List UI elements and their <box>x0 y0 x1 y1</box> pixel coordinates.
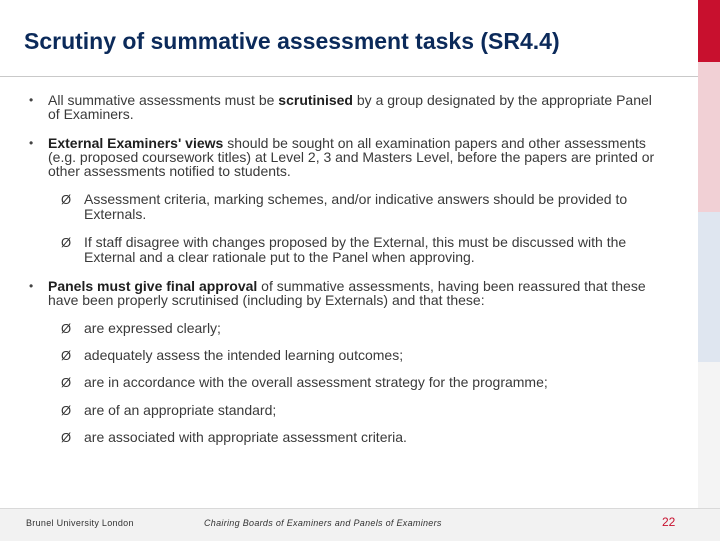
arrow-bullet-icon: Ø <box>61 348 72 363</box>
bullet-text-3 <box>48 279 663 307</box>
bullet-icon: • <box>29 136 34 150</box>
bullet-2-bold: External Examiners' views <box>48 135 224 151</box>
bullet-1-post: by a group designated by the appropriate Panel of Examiners. <box>48 92 652 122</box>
bullet-1-pre: All summative assessments must be <box>48 92 279 108</box>
stripe-red-segment <box>698 0 720 62</box>
stripe-grey-segment <box>698 362 720 508</box>
stripe-pink-segment <box>698 62 720 212</box>
side-color-stripe <box>698 0 720 508</box>
sub-bullet-3-4: are of an appropriate standard; <box>84 402 277 418</box>
bullet-icon: • <box>29 93 34 107</box>
arrow-bullet-icon: Ø <box>61 430 72 445</box>
arrow-bullet-icon: Ø <box>61 403 72 418</box>
page-number: 22 <box>662 515 676 529</box>
stripe-blue-segment <box>698 212 720 362</box>
sub-bullet-3-5: are associated with appropriate assessment criteria. <box>84 429 407 445</box>
arrow-bullet-icon: Ø <box>61 235 72 250</box>
title-divider <box>0 76 720 77</box>
footer-university: Brunel University London <box>26 518 134 528</box>
sub-bullet-2-1: Assessment criteria, marking schemes, and/or indicative answers should be provided to Externals. <box>84 191 628 222</box>
arrow-bullet-icon: Ø <box>61 375 72 390</box>
sub-bullet-3-2: adequately assess the intended learning outcomes; <box>84 347 404 363</box>
slide-title: Scrutiny of summative assessment tasks (SR4.4) <box>24 28 560 54</box>
sub-bullet-3-1: are expressed clearly; <box>84 320 221 336</box>
bullet-3-bold: Panels must give final approval <box>48 278 258 294</box>
slide-footer <box>0 508 720 541</box>
sub-bullet-3-3: are in accordance with the overall assessment strategy for the programme; <box>84 374 548 390</box>
bullet-1-bold: scrutinised <box>278 92 353 108</box>
footer-title: Chairing Boards of Examiners and Panels of Examiners <box>204 518 442 528</box>
arrow-bullet-icon: Ø <box>61 321 72 336</box>
sub-bullet-2-2: If staff disagree with changes proposed by the External, this must be discussed with the External and a clear rationale put to the Panel when approving. <box>84 234 627 265</box>
bullet-text-1 <box>48 93 663 121</box>
bullet-3-post: of summative assessments, having been reassured that these have been properly scrutinised (including by Externals) and that these: <box>48 278 646 308</box>
bullet-text-2 <box>48 136 663 178</box>
bullet-icon: • <box>29 279 34 293</box>
bullet-2-post: should be sought on all examination papers and other assessments (e.g. proposed coursework titles) at Level 2, 3 and Masters Level, before the papers are printed or other assessments notified to students. <box>48 135 655 179</box>
arrow-bullet-icon: Ø <box>61 192 72 207</box>
